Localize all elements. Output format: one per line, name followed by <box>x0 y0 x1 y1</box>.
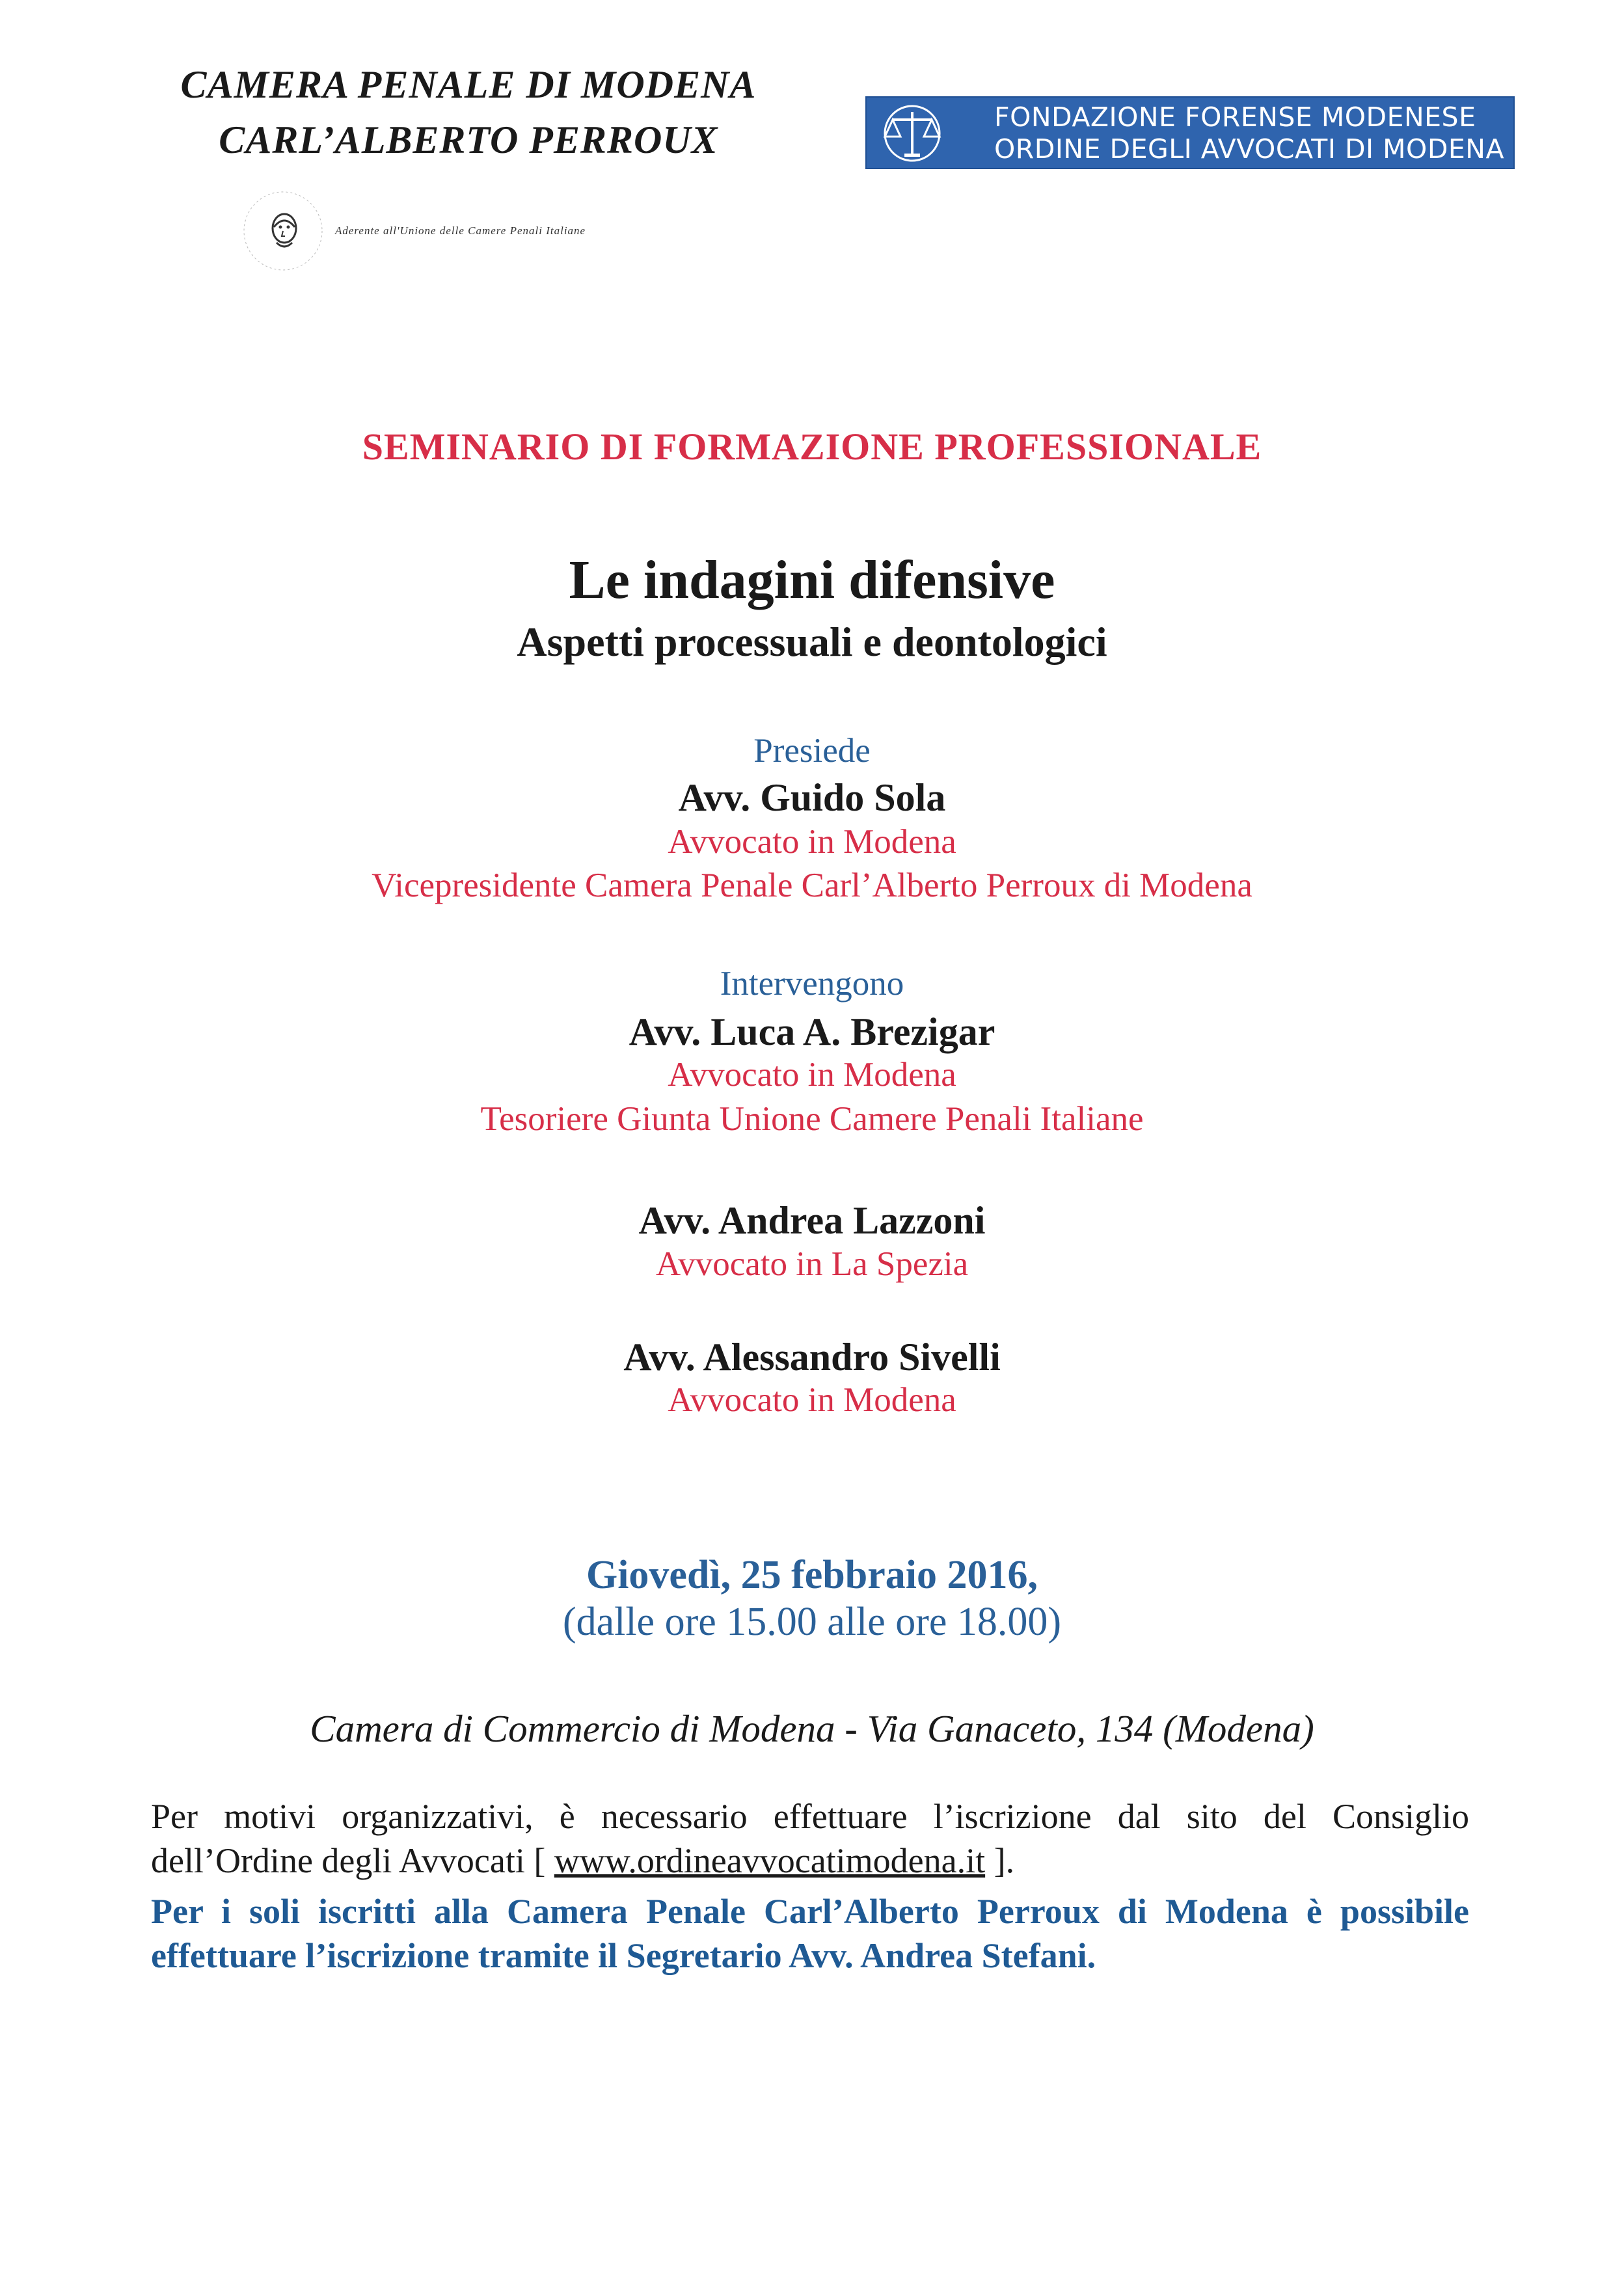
speaker-role: Avvocato in Modena <box>668 1056 956 1094</box>
speaker-name: Avv. Andrea Lazzoni <box>638 1199 986 1242</box>
event-date: Giovedì, 25 febbraio 2016, <box>586 1553 1038 1597</box>
speaker-role: Avvocato in Modena <box>668 1381 956 1419</box>
registration-text-continued <box>151 1839 1469 1883</box>
speaker-name: Avv. Alessandro Sivelli <box>623 1336 1001 1379</box>
foundation-badge <box>865 96 1515 169</box>
ucpi-seal-icon <box>237 185 329 276</box>
speaker-role: Tesoriere Giunta Unione Camere Penali Italiane <box>480 1100 1144 1138</box>
registration-website-link[interactable]: www.ordineavvocatimodena.it <box>554 1841 986 1880</box>
event-subtitle: Aspetti processuali e deontologici <box>517 619 1107 665</box>
member-registration-text: Per i soli iscritti alla Camera Penale Carl’Alberto Perroux di Modena è possibile <box>151 1892 1469 1931</box>
event-title: Le indagini difensive <box>569 550 1055 610</box>
chair-name: Avv. Guido Sola <box>678 776 946 819</box>
registration-prefix: dell’Ordine degli Avvocati [ <box>151 1841 554 1880</box>
adherent-note: Aderente all'Unione delle Camere Penali Italiane <box>335 224 586 237</box>
event-time: (dalle ore 15.00 alle ore 18.00) <box>562 1600 1062 1644</box>
member-registration-text-continued: effettuare l’iscrizione tramite il Segretario Avv. Andrea Stefani. <box>151 1936 1096 1975</box>
event-kind: SEMINARIO DI FORMAZIONE PROFESSIONALE <box>362 425 1262 468</box>
scales-of-justice-icon <box>876 103 949 164</box>
badge-line-foundation: FONDAZIONE FORENSE MODENESE <box>994 101 1476 133</box>
organization-name: CAMERA PENALE DI MODENA <box>180 63 757 106</box>
chair-label: Presiede <box>753 732 871 770</box>
speaker-role: Avvocato in La Spezia <box>655 1245 969 1283</box>
speaker-name: Avv. Luca A. Brezigar <box>629 1010 995 1053</box>
organization-subname: CARL’ALBERTO PERROUX <box>219 118 718 161</box>
badge-line-order: ORDINE DEGLI AVVOCATI DI MODENA <box>994 133 1505 165</box>
chair-role: Avvocato in Modena <box>668 823 956 861</box>
registration-text: Per motivi organizzativi, è necessario effettuare l’iscrizione dal sito del Consiglio <box>151 1797 1469 1836</box>
speakers-label: Intervengono <box>720 965 904 1003</box>
chair-role: Vicepresidente Camera Penale Carl’Alberto Perroux di Modena <box>372 867 1252 904</box>
registration-suffix: ]. <box>985 1841 1015 1880</box>
event-venue: Camera di Commercio di Modena - Via Ganaceto, 134 (Modena) <box>310 1707 1314 1750</box>
